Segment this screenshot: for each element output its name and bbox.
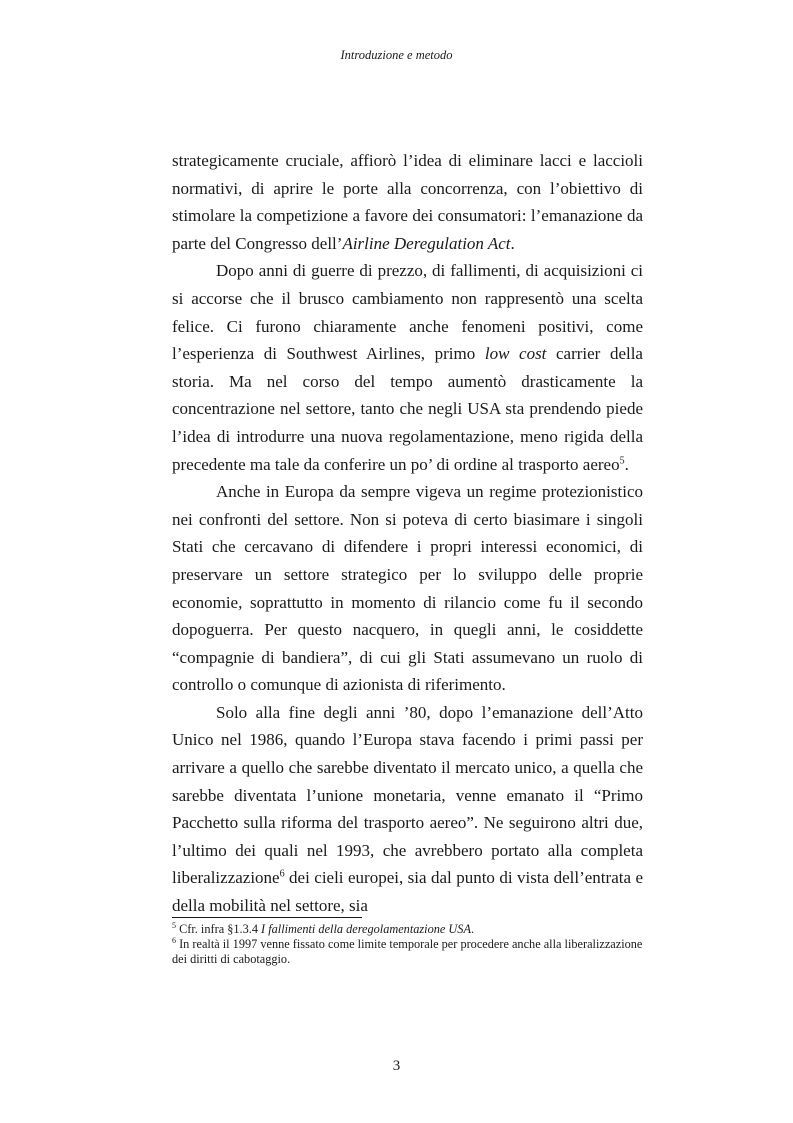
body-text: [172, 147, 643, 920]
running-header: Introduzione e metodo: [340, 48, 453, 62]
italic-text: I fallimenti della deregolamentazione USA: [261, 922, 471, 936]
footnote-ref: 5: [172, 920, 176, 930]
text-run: carrier della storia. Ma nel corso del tempo aumentò drasticamente la concentrazione nel settore, tanto che negli USA sta prendendo piede l’idea di introdurre una nuova regolamentazione, meno rigida della precedente ma tale da conferire un po’ di ordine al trasporto aereo: [172, 344, 643, 474]
text-run: In realtà il 1997 venne fissato come limite temporale per procedere anche alla liberalizzazione dei diritti di cabotaggio.: [172, 937, 643, 966]
footnote-5: [172, 922, 643, 937]
text-run: Anche in Europa da sempre vigeva un regime protezionistico nei confronti del settore. Non si poteva di certo biasimare i singoli Stati che cercavano di difendere i propri interessi economici, di preservare un settore strategico per lo sviluppo delle proprie economie, soprattutto in momento di rilancio come fu il secondo dopoguerra. Per questo nacquero, in quegli anni, le cosiddette “compagnie di bandiera”, di cui gli Stati assumevano un ruolo di controllo o comunque di azionista di riferimento.: [172, 482, 643, 695]
paragraph-3: [172, 478, 643, 699]
text-run: Cfr. infra §1.3.4: [176, 922, 262, 936]
footnote-ref: 6: [172, 935, 176, 945]
text-run: .: [510, 233, 515, 253]
footnote-separator: [172, 917, 362, 918]
paragraph-2: [172, 257, 643, 478]
footnotes: [172, 922, 643, 967]
footnote-ref: 6: [279, 868, 285, 880]
footnote-ref: 5: [619, 454, 625, 466]
page-number: 3: [392, 1058, 401, 1074]
text-run: dei cieli europei, sia dal punto di vista dell’entrata e della mobilità nel settore, sia: [172, 868, 643, 916]
text-run: .: [470, 922, 475, 936]
paragraph-4: [172, 699, 643, 920]
text-run: .: [624, 454, 629, 474]
text-run: strategicamente cruciale, affiorò l’idea di eliminare lacci e laccioli normativi, di aprire le porte alla concorrenza, con l’obiettivo di stimolare la competizione a favore dei consumatori: l’emanazione da parte del Congresso dell’: [172, 151, 643, 253]
footnote-6: [172, 937, 643, 967]
text-run: Dopo anni di guerre di prezzo, di fallimenti, di acquisizioni ci si accorse che il brusco cambiamento non rappresentò una scelta felice. Ci furono chiaramente anche fenomeni positivi, come l’esperienza di Southwest Airlines, primo: [172, 261, 643, 364]
italic-text: Airline Deregulation Act: [342, 233, 511, 253]
italic-text: low cost: [484, 344, 547, 364]
text-run: Solo alla fine degli anni ’80, dopo l’emanazione dell’Atto Unico nel 1986, quando l’Europa stava facendo i primi passi per arrivare a quello che sarebbe diventato il mercato unico, a quella che sarebbe diventata l’unione monetaria, venne emanato il “Primo Pacchetto sulla riforma del trasporto aereo”. Ne seguirono altri due, l’ultimo dei quali nel 1993, che avrebbero portato alla completa liberalizzazione: [172, 702, 643, 888]
paragraph-1: [172, 147, 643, 257]
